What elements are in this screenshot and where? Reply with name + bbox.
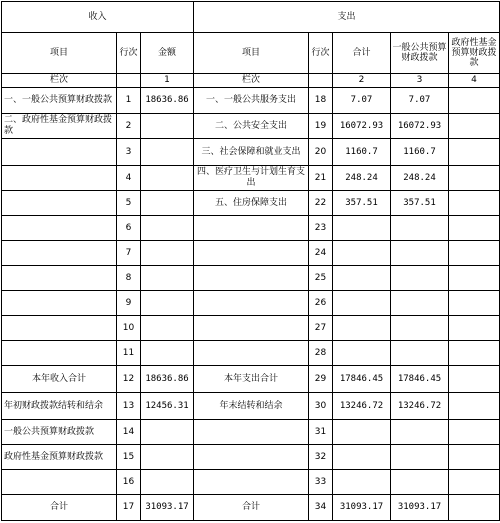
expense-general-cell: 7.07 [391,88,449,114]
income-item-cell [2,470,117,495]
expense-general-cell [391,341,449,366]
expense-total-header: 合计 [333,33,391,74]
income-item-cell: 一般公共预算财政拨款 [2,420,117,445]
expense-gov-cell [449,216,500,241]
expense-item-cell: 一、一般公共服务支出 [194,88,309,114]
table-row [2,393,500,420]
col-index-blank [117,74,141,88]
table-row [2,139,500,166]
table-row [2,191,500,216]
expense-item-cell [194,470,309,495]
table-row [2,420,500,445]
income-row-no-cell: 13 [117,393,141,420]
expense-row-no-cell: 33 [309,470,333,495]
expense-total-cell [333,420,391,445]
expense-item-cell: 本年支出合计 [194,366,309,393]
expense-row-no-cell: 24 [309,241,333,266]
expense-total-cell [333,470,391,495]
header-row-top [2,2,500,33]
header-row-columns [2,33,500,74]
income-amount-header: 金额 [141,33,194,74]
income-amount-cell: 12456.31 [141,393,194,420]
expense-general-cell [391,470,449,495]
expense-total-cell: 7.07 [333,88,391,114]
income-item-cell: 合计 [2,495,117,521]
expense-general-cell [391,291,449,316]
expense-general-cell: 17846.45 [391,366,449,393]
table-row [2,445,500,470]
expense-gov-cell [449,341,500,366]
expense-gov-cell [449,445,500,470]
income-row-no-cell: 8 [117,266,141,291]
expense-row-no-cell: 26 [309,291,333,316]
income-item-cell [2,266,117,291]
income-item-cell [2,341,117,366]
income-amount-cell [141,266,194,291]
expense-total-cell [333,216,391,241]
income-row-no-cell: 6 [117,216,141,241]
income-item-cell: 年初财政拨款结转和结余 [2,393,117,420]
income-item-cell: 政府性基金预算财政拨款 [2,445,117,470]
finance-sheet [0,1,500,523]
expense-row-no-cell: 21 [309,166,333,191]
appropriation-table [1,1,500,521]
income-item-cell [2,139,117,166]
income-row-no-cell: 9 [117,291,141,316]
table-row [2,341,500,366]
income-row-no-cell: 2 [117,114,141,139]
table-row [2,166,500,191]
expense-general-cell [391,420,449,445]
expense-gov-cell [449,393,500,420]
income-amount-cell [141,341,194,366]
income-amount-cell [141,316,194,341]
income-row-no-cell: 5 [117,191,141,216]
table-row [2,216,500,241]
income-amount-cell [141,445,194,470]
expense-general-cell: 13246.72 [391,393,449,420]
expense-total-cell: 248.24 [333,166,391,191]
expense-general-cell [391,445,449,470]
income-amount-cell [141,114,194,139]
income-item-cell: 本年收入合计 [2,366,117,393]
expense-gov-cell [449,139,500,166]
expense-total-cell: 31093.17 [333,495,391,521]
expense-item-cell [194,216,309,241]
income-amount-cell: 31093.17 [141,495,194,521]
expense-total-cell [333,316,391,341]
expense-gov-cell [449,420,500,445]
expense-gov-cell [449,88,500,114]
column-index-row [2,74,500,88]
expense-general-cell [391,266,449,291]
expense-general-cell: 16072.93 [391,114,449,139]
expense-item-cell: 合计 [194,495,309,521]
expense-gov-cell [449,470,500,495]
expense-row-no-cell: 25 [309,266,333,291]
table-row [2,241,500,266]
expense-row-no-cell: 31 [309,420,333,445]
col-index-general: 3 [391,74,449,88]
table-row [2,366,500,393]
expense-row-no-cell: 22 [309,191,333,216]
expense-item-cell: 年末结转和结余 [194,393,309,420]
expense-total-cell [333,241,391,266]
income-item-cell [2,216,117,241]
expense-gov-cell [449,114,500,139]
income-row-no-cell: 7 [117,241,141,266]
expense-total-cell: 357.51 [333,191,391,216]
expense-row-no-cell: 30 [309,393,333,420]
table-row [2,316,500,341]
expense-general-cell [391,216,449,241]
expense-gov-cell [449,241,500,266]
income-amount-cell [141,470,194,495]
income-item-cell [2,241,117,266]
income-header: 收入 [2,2,194,33]
income-amount-cell [141,216,194,241]
income-row-no-cell: 12 [117,366,141,393]
expense-item-cell [194,420,309,445]
expense-total-cell: 1160.7 [333,139,391,166]
income-item-cell [2,166,117,191]
income-item-cell [2,316,117,341]
expense-row-no-cell: 34 [309,495,333,521]
income-item-cell [2,291,117,316]
income-item-header: 项目 [2,33,117,74]
expense-row-no-cell: 18 [309,88,333,114]
expense-row-no-cell: 32 [309,445,333,470]
income-row-no-cell: 14 [117,420,141,445]
general-budget-header: 一般公共预算财政拨款 [391,33,449,74]
expense-total-cell: 16072.93 [333,114,391,139]
income-row-no-cell: 3 [117,139,141,166]
income-amount-cell [141,420,194,445]
expense-general-cell [391,241,449,266]
income-row-no-cell: 10 [117,316,141,341]
expense-row-no-cell: 27 [309,316,333,341]
expense-total-cell [333,266,391,291]
income-row-no-cell: 4 [117,166,141,191]
expense-row-no-cell: 23 [309,216,333,241]
expense-row-no-header: 行次 [309,33,333,74]
expense-general-cell [391,316,449,341]
gov-fund-header: 政府性基金预算财政拨款 [449,33,500,74]
income-amount-cell: 18636.86 [141,366,194,393]
income-item-cell: 二、政府性基金预算财政拨款 [2,114,117,139]
table-row [2,291,500,316]
expense-gov-cell [449,191,500,216]
expense-general-cell: 1160.7 [391,139,449,166]
expense-item-cell [194,241,309,266]
expense-header: 支出 [194,2,500,33]
col-index-label-left: 栏次 [2,74,117,88]
expense-row-no-cell: 20 [309,139,333,166]
income-amount-cell [141,241,194,266]
expense-total-cell: 13246.72 [333,393,391,420]
income-amount-cell [141,191,194,216]
expense-item-cell [194,341,309,366]
expense-item-cell: 五、住房保障支出 [194,191,309,216]
expense-gov-cell [449,266,500,291]
expense-item-header: 项目 [194,33,309,74]
income-item-cell: 一、一般公共预算财政拨款 [2,88,117,114]
expense-item-cell: 三、社会保障和就业支出 [194,139,309,166]
expense-row-no-cell: 19 [309,114,333,139]
expense-total-cell [333,445,391,470]
col-index-gov: 4 [449,74,500,88]
table-body [2,2,500,521]
income-row-no-cell: 17 [117,495,141,521]
expense-item-cell: 四、医疗卫生与计划生育支出 [194,166,309,191]
expense-gov-cell [449,495,500,521]
expense-row-no-cell: 28 [309,341,333,366]
col-index-blank-2 [309,74,333,88]
expense-total-cell [333,291,391,316]
expense-gov-cell [449,366,500,393]
expense-gov-cell [449,291,500,316]
expense-total-cell [333,341,391,366]
expense-item-cell [194,266,309,291]
expense-item-cell [194,445,309,470]
income-row-no-cell: 11 [117,341,141,366]
income-row-no-cell: 1 [117,88,141,114]
income-amount-cell: 18636.86 [141,88,194,114]
expense-gov-cell [449,316,500,341]
expense-item-cell: 二、公共安全支出 [194,114,309,139]
income-row-no-cell: 15 [117,445,141,470]
expense-total-cell: 17846.45 [333,366,391,393]
table-row [2,114,500,139]
expense-gov-cell [449,166,500,191]
expense-general-cell: 248.24 [391,166,449,191]
table-row [2,266,500,291]
income-amount-cell [141,291,194,316]
income-row-no-header: 行次 [117,33,141,74]
col-index-total: 2 [333,74,391,88]
income-item-cell [2,191,117,216]
expense-item-cell [194,291,309,316]
table-row [2,88,500,114]
expense-row-no-cell: 29 [309,366,333,393]
expense-general-cell: 357.51 [391,191,449,216]
income-amount-cell [141,139,194,166]
expense-general-cell: 31093.17 [391,495,449,521]
col-index-label-right: 栏次 [194,74,309,88]
income-row-no-cell: 16 [117,470,141,495]
table-row [2,495,500,521]
table-row [2,470,500,495]
expense-item-cell [194,316,309,341]
income-amount-cell [141,166,194,191]
col-index-amount: 1 [141,74,194,88]
